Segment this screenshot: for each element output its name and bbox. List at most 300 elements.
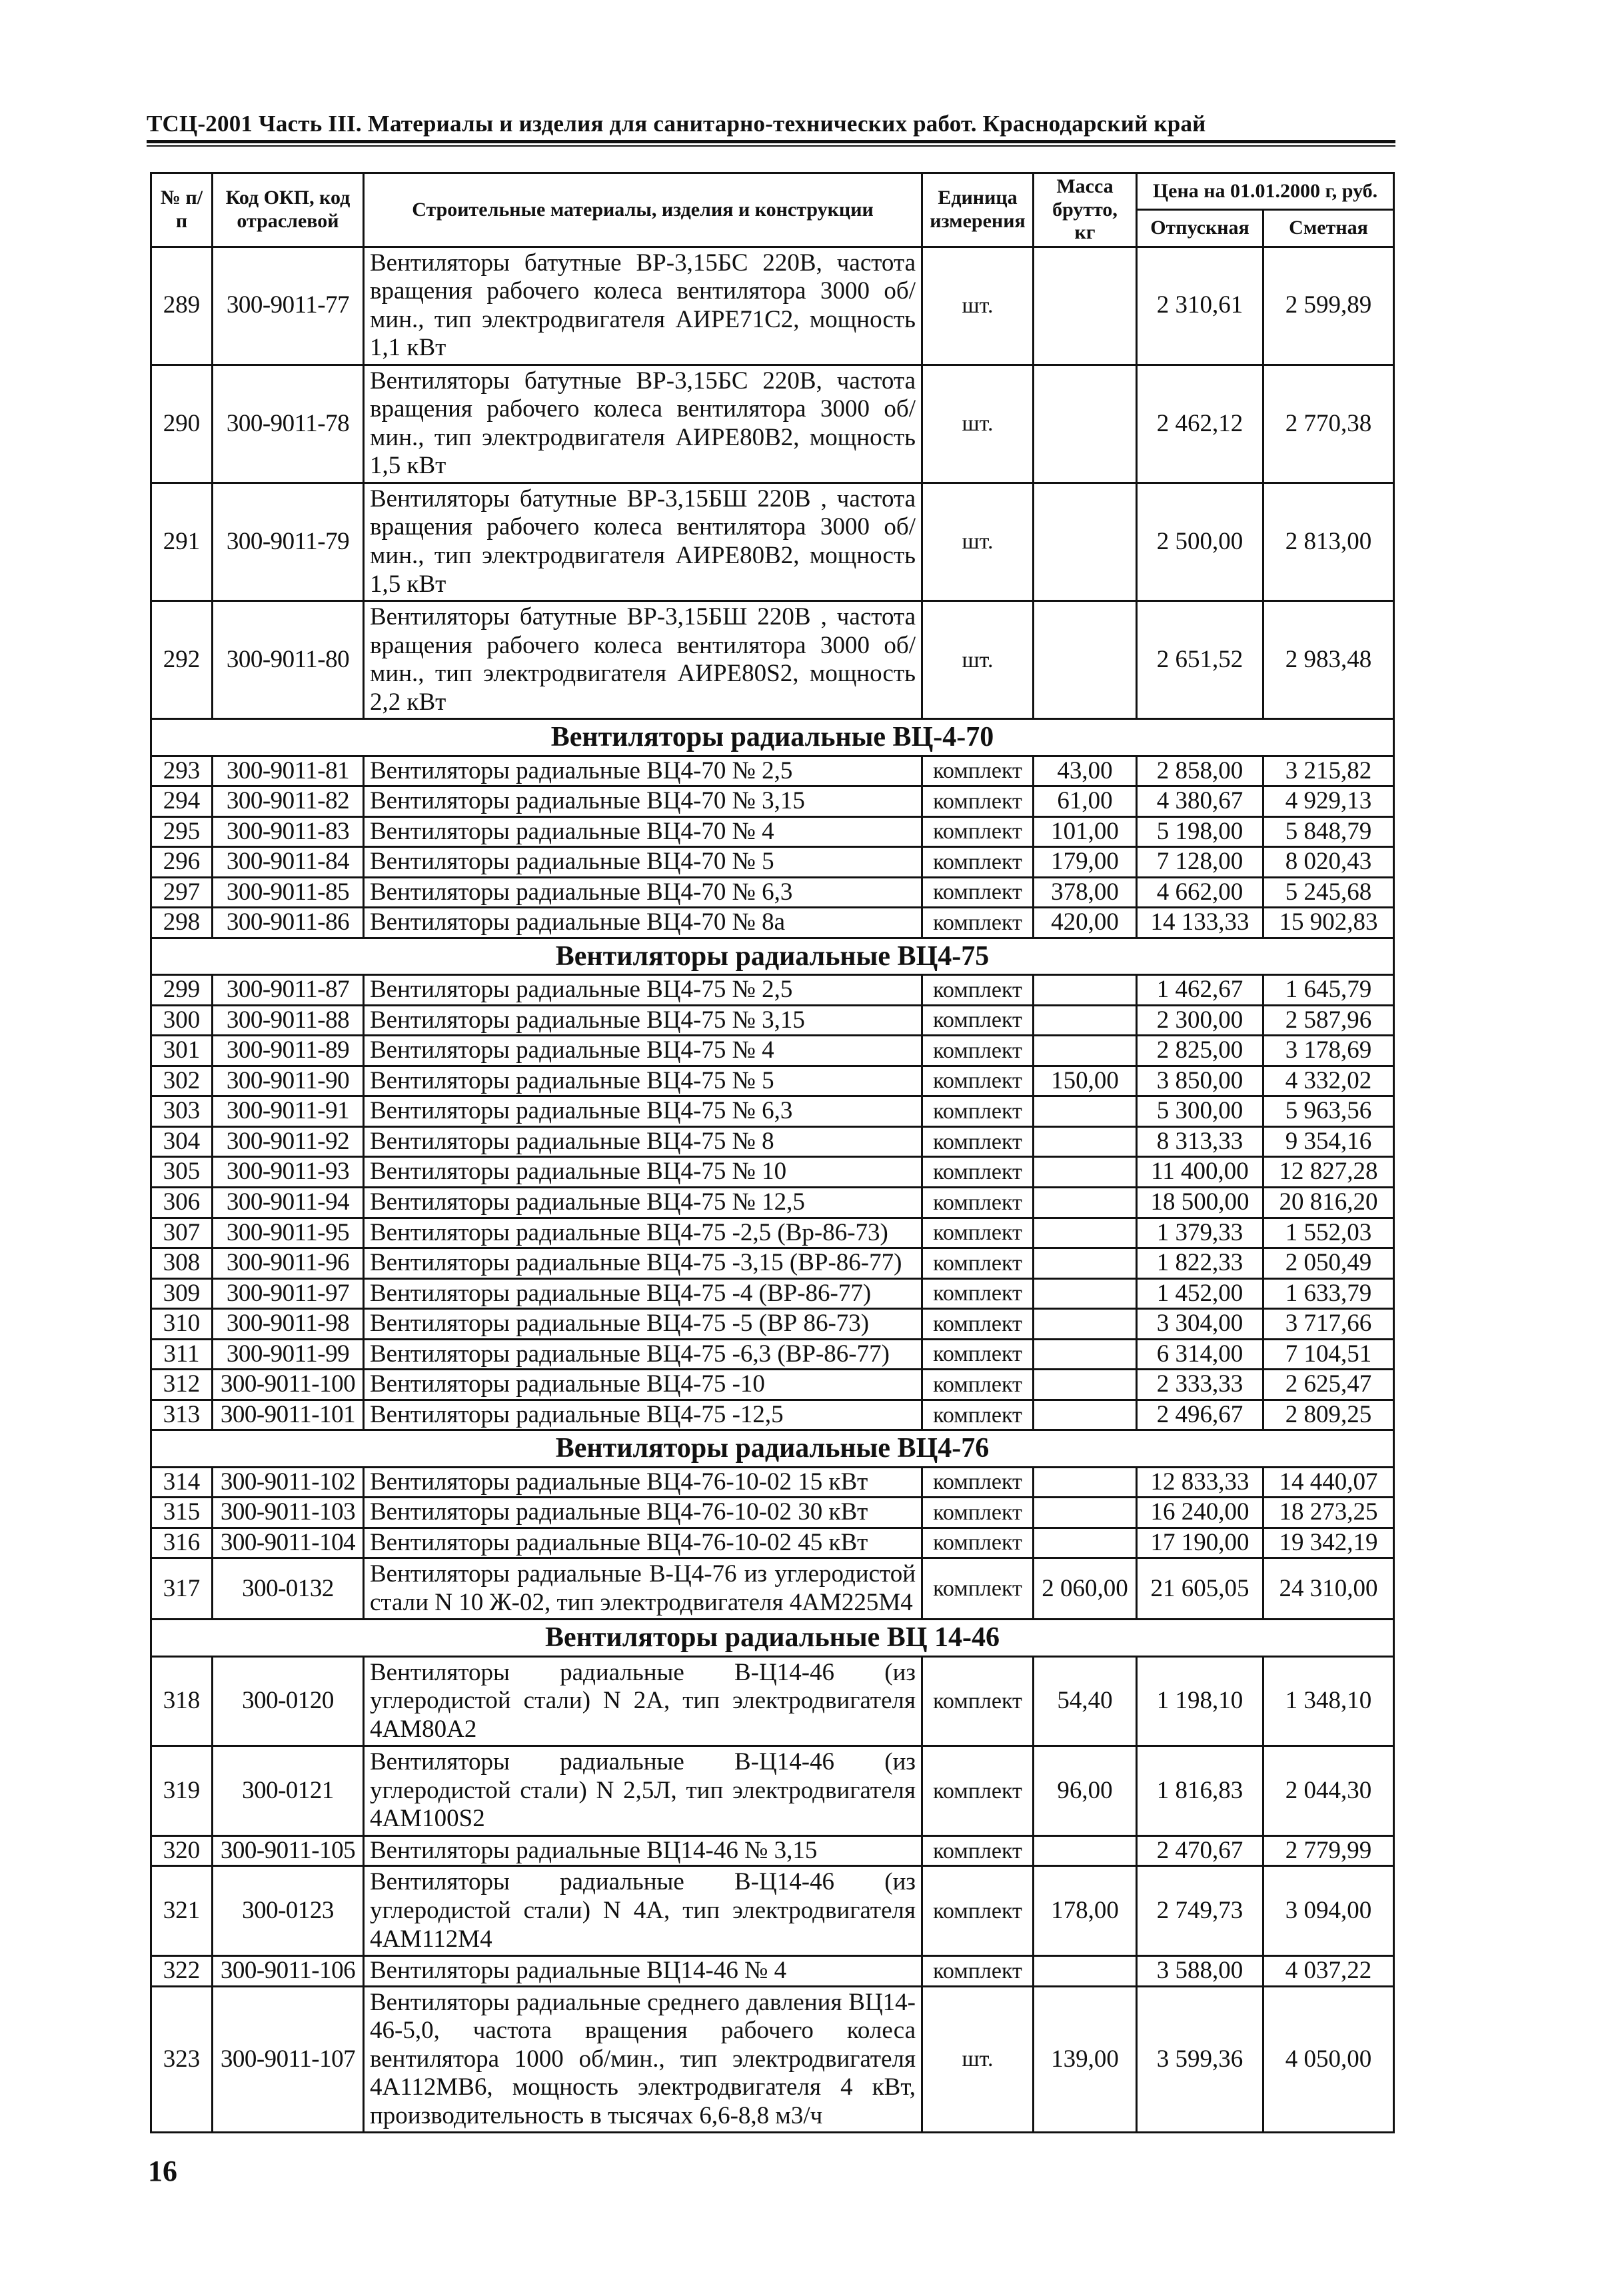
- row-description: Вентиляторы батутные ВР-3,15БС 220В, частота вращения рабочего колеса вентилятора 3000 об/мин., тип электродвигателя АИРЕ71С2, мощность 1,1 кВт: [364, 247, 922, 365]
- section-title: Вентиляторы радиальные ВЦ 14-46: [151, 1620, 1394, 1656]
- row-unit: комплект: [922, 756, 1034, 786]
- row-description: Вентиляторы радиальные ВЦ4-75 № 6,3: [364, 1096, 922, 1127]
- row-estimate-price: 2 044,30: [1263, 1746, 1394, 1836]
- row-number: 314: [151, 1467, 213, 1498]
- row-unit: комплект: [922, 1278, 1034, 1309]
- row-number: 318: [151, 1656, 213, 1746]
- row-description: Вентиляторы радиальные ВЦ4-75 № 2,5: [364, 975, 922, 1006]
- table-row: [151, 247, 1394, 365]
- row-release-price: 5 198,00: [1137, 816, 1263, 847]
- row-description: Вентиляторы радиальные В-Ц14-46 (из углеродистой стали) N 2А, тип электродвигателя 4АМ80А2: [364, 1656, 922, 1746]
- row-estimate-price: 2 983,48: [1263, 601, 1394, 719]
- row-description: Вентиляторы радиальные В-Ц4-76 из углеродистой стали N 10 Ж-02, тип электродвигателя 4АМ225М4: [364, 1558, 922, 1620]
- row-release-price: 2 749,73: [1137, 1866, 1263, 1956]
- table-row: [151, 756, 1394, 786]
- table-header: [151, 173, 1394, 247]
- row-release-price: 8 313,33: [1137, 1126, 1263, 1157]
- row-number: 308: [151, 1248, 213, 1279]
- row-unit: комплект: [922, 1400, 1034, 1430]
- row-description: Вентиляторы радиальные ВЦ4-75 -6,3 (ВР-86-77): [364, 1339, 922, 1370]
- table-row: [151, 908, 1394, 938]
- row-code: 300-9011-89: [213, 1036, 364, 1066]
- row-code: 300-9011-82: [213, 786, 364, 817]
- section-title: Вентиляторы радиальные ВЦ4-76: [151, 1430, 1394, 1467]
- row-number: 298: [151, 908, 213, 938]
- row-code: 300-9011-104: [213, 1528, 364, 1558]
- table-row: [151, 1157, 1394, 1188]
- row-number: 294: [151, 786, 213, 817]
- row-number: 293: [151, 756, 213, 786]
- table-row: [151, 816, 1394, 847]
- row-number: 307: [151, 1218, 213, 1248]
- row-release-price: 2 500,00: [1137, 483, 1263, 600]
- row-code: 300-9011-105: [213, 1835, 364, 1866]
- table-row: [151, 1866, 1394, 1956]
- row-release-price: 3 588,00: [1137, 1956, 1263, 1987]
- row-description: Вентиляторы батутные ВР-3,15БС 220В, частота вращения рабочего колеса вентилятора 3000 об/мин., тип электродвигателя АИРЕ80В2, мощность 1,5 кВт: [364, 365, 922, 483]
- row-number: 291: [151, 483, 213, 600]
- row-estimate-price: 15 902,83: [1263, 908, 1394, 938]
- row-code: 300-9011-79: [213, 483, 364, 600]
- row-unit: шт.: [922, 247, 1034, 365]
- table-row: [151, 1126, 1394, 1157]
- row-estimate-price: 1 645,79: [1263, 975, 1394, 1006]
- row-estimate-price: 8 020,43: [1263, 847, 1394, 878]
- row-number: 295: [151, 816, 213, 847]
- row-mass: [1034, 365, 1137, 483]
- row-description: Вентиляторы батутные ВР-3,15БШ 220В , частота вращения рабочего колеса вентилятора 3000 об/мин., тип электродвигателя АИРЕ80S2, мощность 2,2 кВт: [364, 601, 922, 719]
- row-mass: [1034, 1370, 1137, 1400]
- row-estimate-price: 19 342,19: [1263, 1528, 1394, 1558]
- row-description: Вентиляторы радиальные ВЦ4-75 № 10: [364, 1157, 922, 1188]
- row-unit: комплект: [922, 1339, 1034, 1370]
- row-release-price: 2 300,00: [1137, 1005, 1263, 1036]
- row-release-price: 1 379,33: [1137, 1218, 1263, 1248]
- row-mass: 61,00: [1034, 786, 1137, 817]
- row-release-price: 7 128,00: [1137, 847, 1263, 878]
- table-row: [151, 1096, 1394, 1127]
- row-code: 300-9011-101: [213, 1400, 364, 1430]
- table-row: [151, 1309, 1394, 1340]
- row-mass: [1034, 975, 1137, 1006]
- row-code: 300-9011-102: [213, 1467, 364, 1498]
- row-unit: комплект: [922, 1096, 1034, 1127]
- row-code: 300-9011-86: [213, 908, 364, 938]
- section-header-row: [151, 1430, 1394, 1467]
- section-title: Вентиляторы радиальные ВЦ-4-70: [151, 719, 1394, 756]
- row-estimate-price: 4 037,22: [1263, 1956, 1394, 1987]
- row-estimate-price: 2 779,99: [1263, 1835, 1394, 1866]
- row-mass: [1034, 1157, 1137, 1188]
- row-estimate-price: 2 625,47: [1263, 1370, 1394, 1400]
- row-description: Вентиляторы радиальные ВЦ4-75 -10: [364, 1370, 922, 1400]
- row-mass: 2 060,00: [1034, 1558, 1137, 1620]
- row-mass: [1034, 1528, 1137, 1558]
- row-estimate-price: 1 552,03: [1263, 1218, 1394, 1248]
- table-row: [151, 1218, 1394, 1248]
- row-description: Вентиляторы радиальные ВЦ4-76-10-02 45 кВт: [364, 1528, 922, 1558]
- header-code: Код ОКП, код отраслевой: [213, 173, 364, 247]
- table-row: [151, 1187, 1394, 1218]
- row-code: 300-9011-95: [213, 1218, 364, 1248]
- row-unit: комплект: [922, 1309, 1034, 1340]
- row-release-price: 2 651,52: [1137, 601, 1263, 719]
- row-description: Вентиляторы радиальные ВЦ4-75 -2,5 (Вр-86-73): [364, 1218, 922, 1248]
- row-unit: комплект: [922, 1498, 1034, 1528]
- row-code: 300-9011-77: [213, 247, 364, 365]
- row-release-price: 12 833,33: [1137, 1467, 1263, 1498]
- row-unit: комплект: [922, 1036, 1034, 1066]
- row-number: 301: [151, 1036, 213, 1066]
- row-mass: 139,00: [1034, 1986, 1137, 2133]
- row-estimate-price: 2 587,96: [1263, 1005, 1394, 1036]
- row-mass: 43,00: [1034, 756, 1137, 786]
- row-release-price: 14 133,33: [1137, 908, 1263, 938]
- row-estimate-price: 4 332,02: [1263, 1066, 1394, 1096]
- row-release-price: 2 858,00: [1137, 756, 1263, 786]
- table-row: [151, 483, 1394, 600]
- row-number: 321: [151, 1866, 213, 1956]
- row-release-price: 16 240,00: [1137, 1498, 1263, 1528]
- row-code: 300-9011-80: [213, 601, 364, 719]
- row-release-price: 4 380,67: [1137, 786, 1263, 817]
- table-row: [151, 975, 1394, 1006]
- row-unit: комплект: [922, 1066, 1034, 1096]
- row-mass: 378,00: [1034, 877, 1137, 908]
- row-code: 300-0123: [213, 1866, 364, 1956]
- row-number: 320: [151, 1835, 213, 1866]
- row-number: 313: [151, 1400, 213, 1430]
- row-number: 316: [151, 1528, 213, 1558]
- row-code: 300-9011-84: [213, 847, 364, 878]
- row-unit: комплект: [922, 816, 1034, 847]
- row-code: 300-9011-100: [213, 1370, 364, 1400]
- row-estimate-price: 3 717,66: [1263, 1309, 1394, 1340]
- row-estimate-price: 2 050,49: [1263, 1248, 1394, 1279]
- row-description: Вентиляторы батутные ВР-3,15БШ 220В , частота вращения рабочего колеса вентилятора 3000 об/мин., тип электродвигателя АИРЕ80В2, мощность 1,5 кВт: [364, 483, 922, 600]
- table-row: [151, 1370, 1394, 1400]
- table-row: [151, 1656, 1394, 1746]
- row-mass: 420,00: [1034, 908, 1137, 938]
- row-unit: комплект: [922, 1528, 1034, 1558]
- row-unit: комплект: [922, 877, 1034, 908]
- row-unit: комплект: [922, 1218, 1034, 1248]
- row-code: 300-9011-97: [213, 1278, 364, 1309]
- header-rule-thin: [147, 145, 1395, 147]
- row-unit: комплект: [922, 1248, 1034, 1279]
- row-release-price: 5 300,00: [1137, 1096, 1263, 1127]
- row-mass: 101,00: [1034, 816, 1137, 847]
- row-estimate-price: 14 440,07: [1263, 1467, 1394, 1498]
- row-mass: [1034, 1309, 1137, 1340]
- row-estimate-price: 3 215,82: [1263, 756, 1394, 786]
- table-row: [151, 1467, 1394, 1498]
- row-description: Вентиляторы радиальные ВЦ4-75 № 4: [364, 1036, 922, 1066]
- row-estimate-price: 2 599,89: [1263, 247, 1394, 365]
- row-estimate-price: 4 929,13: [1263, 786, 1394, 817]
- row-description: Вентиляторы радиальные В-Ц14-46 (из углеродистой стали) N 2,5Л, тип электродвигателя 4АМ100S2: [364, 1746, 922, 1836]
- row-mass: [1034, 1036, 1137, 1066]
- row-code: 300-9011-85: [213, 877, 364, 908]
- row-release-price: 1 822,33: [1137, 1248, 1263, 1279]
- row-code: 300-9011-92: [213, 1126, 364, 1157]
- row-number: 289: [151, 247, 213, 365]
- row-number: 323: [151, 1986, 213, 2133]
- row-release-price: 18 500,00: [1137, 1187, 1263, 1218]
- section-title: Вентиляторы радиальные ВЦ4-75: [151, 938, 1394, 974]
- row-number: 300: [151, 1005, 213, 1036]
- table-row: [151, 1005, 1394, 1036]
- table-row: [151, 786, 1394, 817]
- row-unit: комплект: [922, 1956, 1034, 1987]
- row-number: 302: [151, 1066, 213, 1096]
- price-table: [150, 172, 1395, 2133]
- table-row: [151, 1278, 1394, 1309]
- row-unit: комплект: [922, 847, 1034, 878]
- row-estimate-price: 4 050,00: [1263, 1986, 1394, 2133]
- row-unit: комплект: [922, 908, 1034, 938]
- header-price: Цена на 01.01.2000 г, руб.: [1137, 173, 1394, 210]
- table-body: [151, 247, 1394, 2133]
- row-code: 300-9011-94: [213, 1187, 364, 1218]
- row-unit: комплект: [922, 1187, 1034, 1218]
- row-estimate-price: 5 245,68: [1263, 877, 1394, 908]
- row-estimate-price: 2 809,25: [1263, 1400, 1394, 1430]
- row-mass: [1034, 1218, 1137, 1248]
- row-description: Вентиляторы радиальные ВЦ4-70 № 6,3: [364, 877, 922, 908]
- row-unit: комплект: [922, 1370, 1034, 1400]
- table-row: [151, 847, 1394, 878]
- row-number: 317: [151, 1558, 213, 1620]
- row-estimate-price: 5 848,79: [1263, 816, 1394, 847]
- row-code: 300-9011-98: [213, 1309, 364, 1340]
- row-description: Вентиляторы радиальные ВЦ4-70 № 2,5: [364, 756, 922, 786]
- row-description: Вентиляторы радиальные ВЦ4-75 -3,15 (ВР-86-77): [364, 1248, 922, 1279]
- row-description: Вентиляторы радиальные ВЦ4-70 № 4: [364, 816, 922, 847]
- row-mass: [1034, 601, 1137, 719]
- row-number: 311: [151, 1339, 213, 1370]
- table-row: [151, 1956, 1394, 1987]
- row-number: 290: [151, 365, 213, 483]
- row-release-price: 2 470,67: [1137, 1835, 1263, 1866]
- row-unit: комплект: [922, 1126, 1034, 1157]
- header-num: № п/п: [151, 173, 213, 247]
- row-mass: [1034, 1498, 1137, 1528]
- row-description: Вентиляторы радиальные ВЦ4-76-10-02 30 кВт: [364, 1498, 922, 1528]
- row-code: 300-9011-78: [213, 365, 364, 483]
- row-release-price: 2 310,61: [1137, 247, 1263, 365]
- row-code: 300-9011-90: [213, 1066, 364, 1096]
- table-row: [151, 1066, 1394, 1096]
- table-row: [151, 877, 1394, 908]
- header-rule: [147, 140, 1395, 143]
- row-release-price: 1 816,83: [1137, 1746, 1263, 1836]
- table-row: [151, 601, 1394, 719]
- row-mass: 54,40: [1034, 1656, 1137, 1746]
- row-estimate-price: 24 310,00: [1263, 1558, 1394, 1620]
- row-estimate-price: 1 633,79: [1263, 1278, 1394, 1309]
- table-row: [151, 1558, 1394, 1620]
- table-row: [151, 1498, 1394, 1528]
- row-mass: 179,00: [1034, 847, 1137, 878]
- row-number: 297: [151, 877, 213, 908]
- row-unit: комплект: [922, 1157, 1034, 1188]
- page-number: 16: [148, 2155, 177, 2187]
- section-header-row: [151, 1620, 1394, 1656]
- row-estimate-price: 12 827,28: [1263, 1157, 1394, 1188]
- row-description: Вентиляторы радиальные ВЦ4-76-10-02 15 кВт: [364, 1467, 922, 1498]
- table-row: [151, 1036, 1394, 1066]
- row-release-price: 2 333,33: [1137, 1370, 1263, 1400]
- row-release-price: 3 850,00: [1137, 1066, 1263, 1096]
- row-code: 300-9011-96: [213, 1248, 364, 1279]
- row-code: 300-0120: [213, 1656, 364, 1746]
- header-estimate-price: Сметная: [1263, 210, 1394, 247]
- row-number: 299: [151, 975, 213, 1006]
- row-number: 304: [151, 1126, 213, 1157]
- row-number: 303: [151, 1096, 213, 1127]
- row-mass: 150,00: [1034, 1066, 1137, 1096]
- row-release-price: 2 462,12: [1137, 365, 1263, 483]
- section-header-row: [151, 938, 1394, 974]
- row-mass: [1034, 1400, 1137, 1430]
- table-row: [151, 365, 1394, 483]
- row-release-price: 6 314,00: [1137, 1339, 1263, 1370]
- row-number: 322: [151, 1956, 213, 1987]
- row-unit: шт.: [922, 601, 1034, 719]
- row-mass: [1034, 1467, 1137, 1498]
- header-release-price: Отпускная: [1137, 210, 1263, 247]
- row-code: 300-9011-88: [213, 1005, 364, 1036]
- row-mass: [1034, 247, 1137, 365]
- row-unit: комплект: [922, 786, 1034, 817]
- row-unit: комплект: [922, 1866, 1034, 1956]
- row-mass: 96,00: [1034, 1746, 1137, 1836]
- row-estimate-price: 9 354,16: [1263, 1126, 1394, 1157]
- row-unit: комплект: [922, 1558, 1034, 1620]
- row-mass: [1034, 1248, 1137, 1279]
- row-mass: [1034, 1956, 1137, 1987]
- row-estimate-price: 20 816,20: [1263, 1187, 1394, 1218]
- row-description: Вентиляторы радиальные ВЦ14-46 № 4: [364, 1956, 922, 1987]
- row-unit: комплект: [922, 1746, 1034, 1836]
- row-estimate-price: 1 348,10: [1263, 1656, 1394, 1746]
- section-header-row: [151, 719, 1394, 756]
- table-row: [151, 1528, 1394, 1558]
- row-code: 300-9011-99: [213, 1339, 364, 1370]
- row-number: 309: [151, 1278, 213, 1309]
- row-description: Вентиляторы радиальные ВЦ4-75 № 8: [364, 1126, 922, 1157]
- row-unit: шт.: [922, 483, 1034, 600]
- table-row: [151, 1400, 1394, 1430]
- row-unit: комплект: [922, 1467, 1034, 1498]
- row-number: 312: [151, 1370, 213, 1400]
- row-mass: [1034, 483, 1137, 600]
- row-description: Вентиляторы радиальные ВЦ4-70 № 5: [364, 847, 922, 878]
- row-number: 296: [151, 847, 213, 878]
- row-unit: шт.: [922, 365, 1034, 483]
- row-mass: [1034, 1005, 1137, 1036]
- row-unit: комплект: [922, 1656, 1034, 1746]
- row-number: 305: [151, 1157, 213, 1188]
- row-code: 300-0121: [213, 1746, 364, 1836]
- row-code: 300-9011-107: [213, 1986, 364, 2133]
- row-release-price: 17 190,00: [1137, 1528, 1263, 1558]
- header-name: Строительные материалы, изделия и конструкции: [364, 173, 922, 247]
- row-number: 292: [151, 601, 213, 719]
- row-description: Вентиляторы радиальные ВЦ4-75 -4 (ВР-86-77): [364, 1278, 922, 1309]
- row-description: Вентиляторы радиальные ВЦ4-75 -5 (ВР 86-73): [364, 1309, 922, 1340]
- table-row: [151, 1248, 1394, 1279]
- header-unit: Единица измерения: [922, 173, 1034, 247]
- table-row: [151, 1746, 1394, 1836]
- row-estimate-price: 2 770,38: [1263, 365, 1394, 483]
- row-description: Вентиляторы радиальные ВЦ4-75 № 3,15: [364, 1005, 922, 1036]
- row-mass: [1034, 1126, 1137, 1157]
- row-description: Вентиляторы радиальные ВЦ4-70 № 8а: [364, 908, 922, 938]
- row-estimate-price: 18 273,25: [1263, 1498, 1394, 1528]
- row-code: 300-9011-103: [213, 1498, 364, 1528]
- row-description: Вентиляторы радиальные ВЦ4-75 № 5: [364, 1066, 922, 1096]
- row-release-price: 3 599,36: [1137, 1986, 1263, 2133]
- row-estimate-price: 5 963,56: [1263, 1096, 1394, 1127]
- row-code: 300-9011-87: [213, 975, 364, 1006]
- row-release-price: 11 400,00: [1137, 1157, 1263, 1188]
- row-release-price: 21 605,05: [1137, 1558, 1263, 1620]
- row-mass: [1034, 1096, 1137, 1127]
- row-estimate-price: 2 813,00: [1263, 483, 1394, 600]
- row-description: Вентиляторы радиальные среднего давления ВЦ14-46-5,0, частота вращения рабочего колеса вентилятора 1000 об/мин., тип электродвигателя 4А112МВ6, мощность электродвигателя 4 кВт, производительность в тысячах 6,6-8,8 м3/ч: [364, 1986, 922, 2133]
- row-mass: [1034, 1339, 1137, 1370]
- row-number: 306: [151, 1187, 213, 1218]
- row-code: 300-9011-106: [213, 1956, 364, 1987]
- row-code: 300-9011-91: [213, 1096, 364, 1127]
- row-release-price: 1 198,10: [1137, 1656, 1263, 1746]
- row-unit: шт.: [922, 1986, 1034, 2133]
- row-release-price: 4 662,00: [1137, 877, 1263, 908]
- row-release-price: 2 825,00: [1137, 1036, 1263, 1066]
- row-release-price: 1 452,00: [1137, 1278, 1263, 1309]
- table-row: [151, 1339, 1394, 1370]
- row-description: Вентиляторы радиальные В-Ц14-46 (из углеродистой стали) N 4А, тип электродвигателя 4АМ112М4: [364, 1866, 922, 1956]
- page-header-title: ТСЦ-2001 Часть III. Материалы и изделия для санитарно-технических работ. Краснодарский край: [147, 111, 1206, 137]
- table-row: [151, 1835, 1394, 1866]
- row-release-price: 3 304,00: [1137, 1309, 1263, 1340]
- row-code: 300-9011-81: [213, 756, 364, 786]
- row-estimate-price: 3 094,00: [1263, 1866, 1394, 1956]
- row-description: Вентиляторы радиальные ВЦ4-70 № 3,15: [364, 786, 922, 817]
- table-row: [151, 1986, 1394, 2133]
- row-mass: [1034, 1278, 1137, 1309]
- row-release-price: 2 496,67: [1137, 1400, 1263, 1430]
- row-mass: [1034, 1187, 1137, 1218]
- row-mass: [1034, 1835, 1137, 1866]
- row-estimate-price: 3 178,69: [1263, 1036, 1394, 1066]
- row-code: 300-0132: [213, 1558, 364, 1620]
- row-code: 300-9011-83: [213, 816, 364, 847]
- header-mass: Масса брутто, кг: [1034, 173, 1137, 247]
- row-number: 315: [151, 1498, 213, 1528]
- row-unit: комплект: [922, 1835, 1034, 1866]
- row-number: 319: [151, 1746, 213, 1836]
- row-release-price: 1 462,67: [1137, 975, 1263, 1006]
- row-description: Вентиляторы радиальные ВЦ14-46 № 3,15: [364, 1835, 922, 1866]
- row-unit: комплект: [922, 975, 1034, 1006]
- row-code: 300-9011-93: [213, 1157, 364, 1188]
- row-unit: комплект: [922, 1005, 1034, 1036]
- row-estimate-price: 7 104,51: [1263, 1339, 1394, 1370]
- row-description: Вентиляторы радиальные ВЦ4-75 № 12,5: [364, 1187, 922, 1218]
